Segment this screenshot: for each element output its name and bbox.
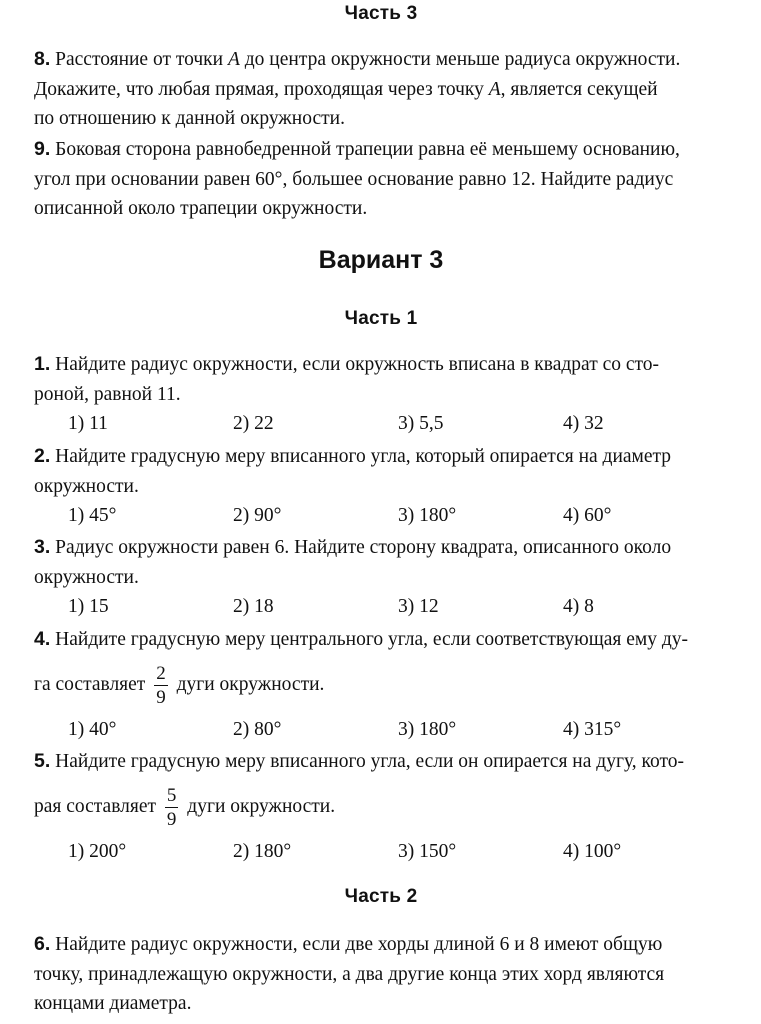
problem-4: 4. Найдите градусную меру центрального угла, если соответствующая ему ду- га составляет $\frac{2}{9}$ дуги окружности. 1) 40° 2) 80° 3) 180° 4) 315°	[34, 625, 728, 745]
problem-number: 3.	[34, 536, 51, 558]
answer-option: 2) 22	[233, 413, 274, 434]
fraction: $\frac{5}{9}$	[166, 784, 177, 830]
part2-heading: Часть 2	[344, 886, 418, 907]
part3-heading: Часть 3	[344, 3, 418, 24]
answer-option: 4) 60°	[563, 505, 612, 526]
problem-number: 2.	[34, 445, 51, 467]
answer-options	[68, 501, 728, 531]
answer-option: 1) 40°	[68, 718, 117, 740]
answer-option: 1) 11	[68, 413, 108, 434]
answer-option: 3) 150°	[398, 840, 457, 862]
part1-heading: Часть 1	[344, 308, 418, 329]
problem-9: 9. Боковая сторона равнобедренной трапеции равна её меньшему основанию, угол при основании равен 60°, большее основание равно 12. Найдите радиус описанной около трапеции окружности.	[34, 138, 680, 219]
answer-option: 3) 180°	[398, 718, 457, 740]
point-label: A	[227, 49, 240, 70]
answer-option: 4) 32	[563, 413, 604, 434]
problem-number: 6.	[34, 933, 51, 955]
answer-options	[68, 592, 728, 622]
answer-option: 1) 200°	[68, 840, 127, 862]
answer-option: 3) 5,5	[398, 413, 444, 434]
answer-option: 2) 180°	[233, 840, 292, 862]
answer-option: 1) 45°	[68, 505, 117, 526]
problem-number: 8.	[34, 48, 51, 70]
problem-number: 5.	[34, 750, 51, 772]
problem-number: 1.	[34, 353, 51, 375]
variant-heading: Вариант 3	[318, 246, 444, 274]
answer-option: 4) 8	[563, 596, 594, 617]
answer-option: 2) 90°	[233, 505, 282, 526]
answer-option: 1) 15	[68, 596, 109, 617]
fraction: $\frac{2}{9}$	[156, 662, 166, 708]
answer-option: 2) 80°	[233, 718, 282, 740]
answer-option: 3) 180°	[398, 505, 457, 526]
answer-options	[68, 837, 728, 867]
problem-6: 6. Найдите радиус окружности, если две хорды длиной 6 и 8 имеют общую точку, принадлежащую окружности, а два другие конца этих хорд являются концами диаметра.	[34, 933, 665, 1014]
answer-options	[68, 715, 728, 745]
answer-option: 4) 315°	[563, 718, 622, 740]
point-label: A	[488, 78, 501, 100]
problem-1: 1. Найдите радиус окружности, если окружность вписана в квадрат со сто- роной, равной 11. 1) 11 2) 22 3) 5,5 4) 32	[34, 350, 728, 439]
problem-8: 8. Расстояние от точки A до центра окружности меньше радиуса окружности. Докажите, что любая прямая, проходящая через точку A, является секущей по отношению к данной окружности.	[34, 48, 681, 129]
problem-number: 9.	[34, 138, 51, 160]
answer-option: 4) 100°	[563, 840, 622, 862]
problem-2: 2. Найдите градусную меру вписанного угла, который опирается на диаметр окружности. 1) 45° 2) 90° 3) 180° 4) 60°	[34, 442, 728, 531]
answer-option: 2) 18	[233, 596, 274, 617]
problem-3: 3. Радиус окружности равен 6. Найдите сторону квадрата, описанного около окружности. 1) 15 2) 18 3) 12 4) 8	[34, 533, 728, 622]
problem-5: 5. Найдите градусную меру вписанного угла, если он опирается на дугу, кото- рая составляет $\frac{5}{9}$ дуги окружности. 1) 200° 2) 180° 3) 150° 4) 100°	[34, 747, 728, 867]
answer-option: 3) 12	[398, 596, 439, 617]
problem-number: 4.	[34, 628, 51, 650]
answer-options	[68, 409, 728, 439]
